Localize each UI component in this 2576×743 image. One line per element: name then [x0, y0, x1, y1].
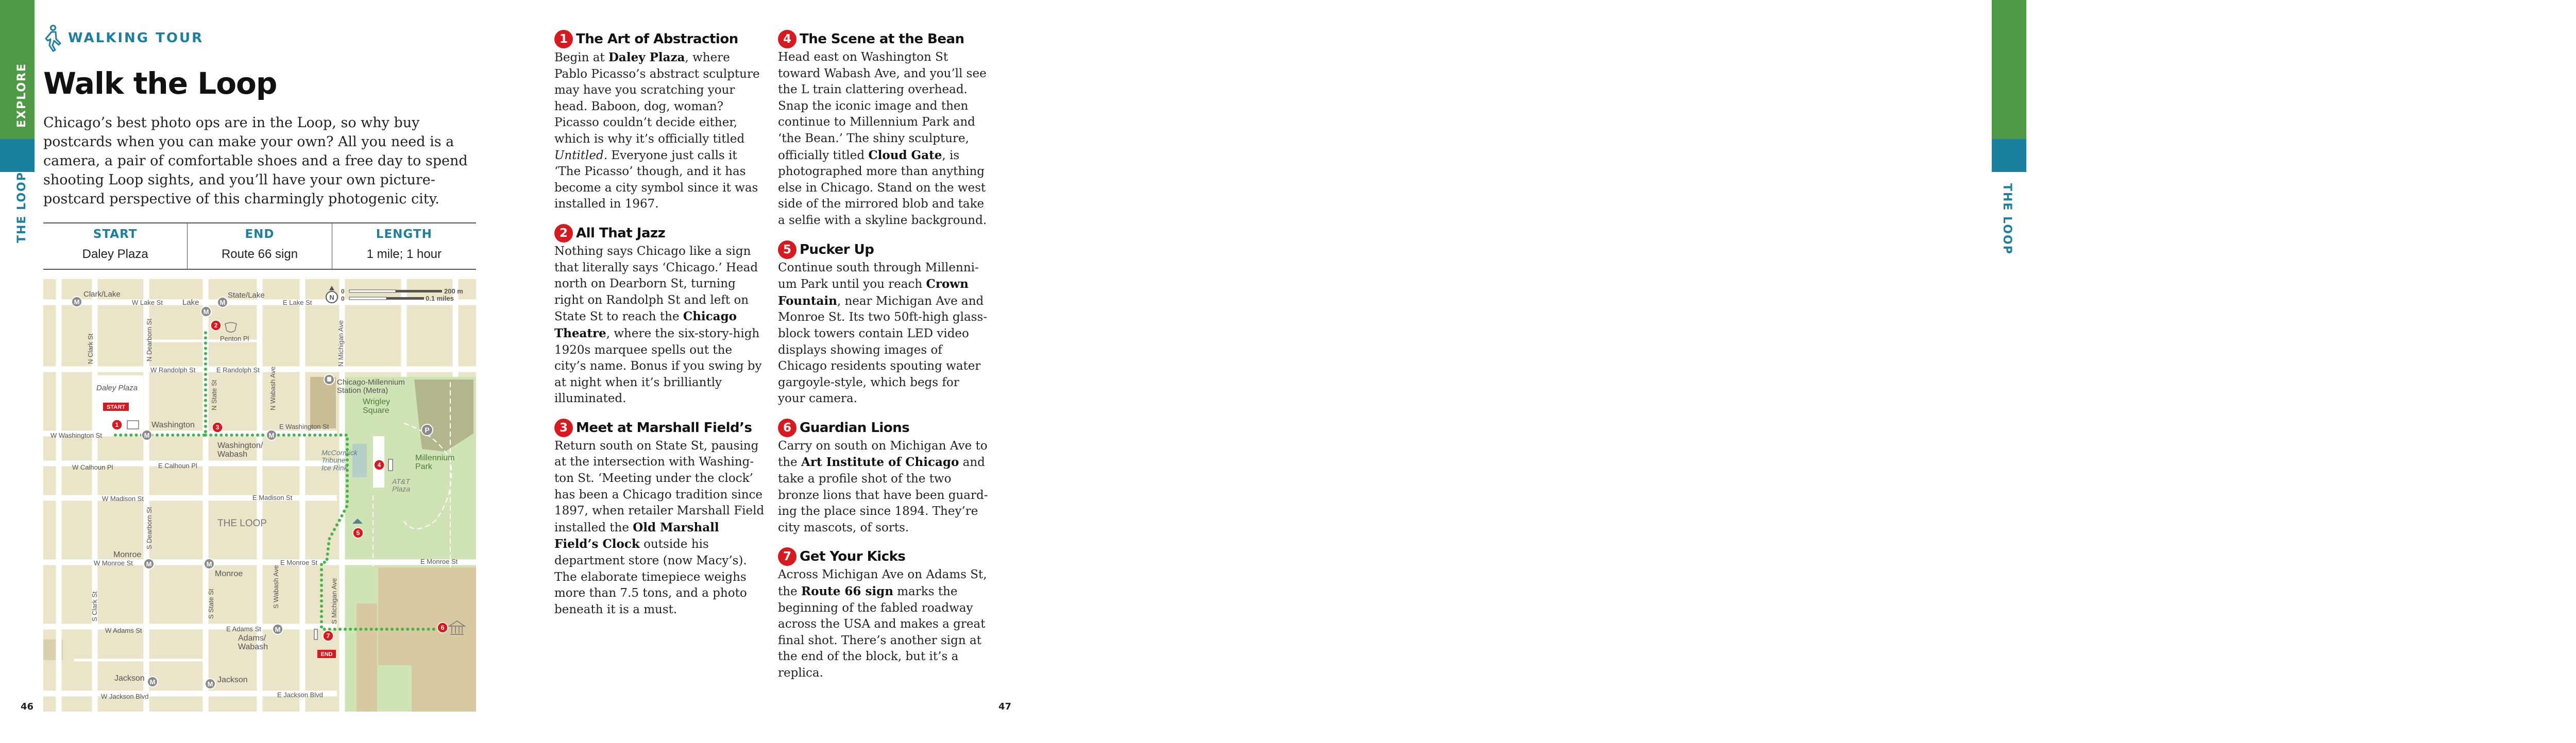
label-w-randolph-st: W Randolph St [150, 366, 196, 374]
stop-description: Nothing says Chicago like a sign that literally says ‘Chicago.’ Head north on Dearborn St, turning right on Randolph St and left on State St to reach the Chicago Theatre, where the six-story-high 1920s marquee spells out the city’s name. Bonus if you swing by at night when it’s brilliantly illuminated. [554, 244, 762, 406]
page-number-left: 46 [21, 701, 34, 712]
label-w-adams-st: W Adams St [105, 627, 142, 634]
stop-1 [554, 30, 766, 213]
metro-symbol: M [149, 678, 156, 686]
label-e-madison-st: E Madison St [252, 494, 293, 502]
scale-metric: 200 m [444, 287, 463, 295]
stop-marker-number: 3 [215, 424, 219, 431]
tour-facts-table [43, 222, 476, 270]
fact-length [332, 223, 476, 269]
label-e-adams-st: E Adams St [226, 625, 261, 633]
metro-station-icon [201, 306, 211, 317]
route-66-sign-icon [314, 629, 317, 640]
walking-tour-label: WALKING TOUR [68, 30, 204, 46]
stop-heading [778, 547, 989, 566]
metro-station-icon [217, 297, 228, 307]
map-svg [43, 279, 476, 712]
label-e-jackson-blvd: E Jackson Blvd [277, 691, 323, 699]
fact-value: 1 mile; 1 hour [366, 247, 442, 261]
label-wrigley-square: Wrigley Square [363, 398, 391, 415]
fact-value: Route 66 sign [221, 247, 298, 261]
right-chapter-label: THE LOOP [2001, 183, 2013, 255]
stop-number-badge: 3 [554, 419, 573, 437]
right-explore-tab [1992, 0, 2026, 139]
label-n-wabash-ave: N Wabash Ave [269, 366, 277, 410]
stop-marker-2 [211, 320, 221, 331]
stop-3 [554, 419, 766, 618]
label-w-madison-st: W Madison St [102, 495, 144, 503]
stop-marker-6 [437, 623, 448, 633]
label-the-loop: THE LOOP [217, 518, 267, 529]
label-w-jackson-blvd: W Jackson Blvd [101, 693, 149, 700]
parking-icon [421, 424, 433, 436]
fact-end [187, 223, 331, 269]
train-station-icon [324, 374, 334, 385]
label-washington: Washington [151, 421, 195, 429]
stop-marker-1 [112, 420, 122, 430]
stop-title: Pucker Up [800, 241, 874, 257]
stop-number-badge: 1 [554, 30, 573, 48]
scale-zero-bottom: 0 [341, 295, 345, 302]
label-att-plaza: AT&T Plaza [392, 477, 411, 493]
label-monroe-e: Monroe [215, 569, 243, 578]
right-blue-tab [1992, 139, 2026, 172]
label-e-lake-st: E Lake St [283, 299, 312, 306]
end-label: END [320, 651, 333, 658]
label-washington-wabash: Washington/ Wabash [217, 441, 263, 459]
stop-description: Return south on State St, pausing at the intersection with Washing-ton St. ‘Meeting under the clock’ has been a Chicago tradition since 1897, when retailer Marshall Field installed the Old Marshall Field’s Clock outside his department store (now Macy’s). The elaborate timepiece weighs more than 7.5 tons, and a photo beneath it is a must. [554, 439, 765, 616]
metro-symbol: M [207, 680, 213, 688]
label-e-washington-st: E Washington St [279, 423, 329, 430]
stop-title: The Art of Abstraction [576, 31, 738, 47]
metro-station-icon [147, 677, 158, 687]
stop-marker-number: 5 [356, 529, 360, 537]
metro-station-icon [204, 559, 214, 569]
label-penton-pl: Penton Pl [220, 335, 249, 342]
start-marker [103, 403, 129, 411]
label-e-calhoun-pl: E Calhoun Pl [158, 462, 197, 470]
left-chapter-label: THE LOOP [15, 171, 28, 243]
stop-marker-number: 2 [214, 322, 218, 329]
stop-title: Meet at Marshall Field’s [576, 420, 752, 436]
stop-5 [778, 240, 989, 407]
left-explore-tab [0, 0, 35, 139]
label-millennium-park: Millennium Park [415, 454, 455, 471]
theatre-icon [225, 323, 236, 333]
metro-symbol: M [275, 626, 281, 633]
metro-station-icon [205, 679, 215, 689]
stop-number-badge: 4 [778, 30, 796, 48]
stop-number-badge: 6 [778, 419, 796, 437]
metro-station-icon [142, 430, 152, 440]
intro-paragraph: Chicago’s best photo ops are in the Loop, so why buy postcards when you can make your own? All you need is a camera, a pair of comfortable shoes and a free day to spend shooting Loop sights, and you’ll have your own picture-postcard perspective of this charmingly photogenic city. [43, 115, 468, 207]
label-jackson-w: Jackson [114, 674, 145, 683]
page-title: Walk the Loop [43, 66, 277, 101]
stop-heading [554, 30, 766, 48]
label-e-randolph-st: E Randolph St [216, 366, 260, 374]
stop-title: Get Your Kicks [800, 549, 906, 565]
start-label: START [107, 404, 125, 410]
metro-station-icon [273, 624, 283, 634]
label-adams-wabash: Adams/ Wabash [238, 634, 268, 651]
stop-description: Head east on Washington St toward Wabash Ave, and you’ll see the L train clattering overhead. Snap the iconic image and then continue to Millennium Park and ‘the Bean.’ The shiny sculpture, officially titled Cloud Gate, is photographed more than anything else in Chicago. Stand on the west side of the mirrored blob and take a selfie with a skyline background. [778, 50, 987, 227]
stop-description: Begin at Daley Plaza, where Pablo Picasso’s abstract sculpture may have you scratching your head. Baboon, dog, woman? Picasso couldn’t decide either, which is why it’s officially titled Untitled. Everyone just calls it ‘The Picasso’ though, and it has become a city symbol since it was installed in 1967. [554, 50, 760, 211]
left-explore-label: EXPLORE [15, 62, 28, 128]
stop-heading [778, 30, 989, 48]
stop-2 [554, 224, 766, 407]
stop-marker-4 [374, 460, 384, 470]
label-n-clark-st: N Clark St [87, 333, 94, 364]
stop-marker-number: 1 [115, 421, 119, 428]
label-daley-plaza: Daley Plaza [96, 384, 138, 392]
metro-station-icon [144, 559, 154, 569]
label-s-state-st: S State St [207, 589, 215, 619]
stop-number-badge: 7 [778, 547, 796, 566]
label-w-lake-st: W Lake St [132, 299, 163, 306]
stop-marker-7 [323, 631, 333, 641]
scale-imperial: 0.1 miles [426, 295, 454, 302]
stop-description: Carry on south on Michigan Ave to the Art Institute of Chicago and take a profile shot of the two bronze lions that have been guard-ing the place since 1894. They’re city mascots, of sorts. [778, 439, 988, 534]
compass-letter: N [329, 293, 334, 301]
metra-station-block [310, 377, 336, 428]
label-monroe-w: Monroe [113, 550, 142, 559]
metro-station-icon [72, 297, 82, 307]
stop-heading [554, 224, 766, 243]
fact-value: Daley Plaza [82, 247, 148, 261]
stop-description: Across Michigan Ave on Adams St, the Route 66 sign marks the beginning of the fabled roadway across the USA and makes a great final shot. There’s another sign at the end of the block, but it’s a replica. [778, 568, 987, 680]
label-w-washington-st: W Washington St [50, 431, 102, 439]
metro-symbol: M [268, 431, 275, 439]
left-blue-tab [0, 139, 35, 172]
stop-heading [778, 419, 989, 437]
label-s-dearborn-st: S Dearborn St [145, 507, 153, 549]
label-w-calhoun-pl: W Calhoun Pl [72, 463, 113, 471]
cloud-gate-icon [388, 459, 393, 471]
metro-station-icon [266, 430, 277, 440]
metro-symbol: M [74, 298, 80, 306]
art-institute-building [412, 567, 476, 712]
fact-start [43, 223, 187, 269]
label-n-dearborn-st: N Dearborn St [145, 318, 153, 361]
fact-label: LENGTH [376, 228, 432, 241]
stop-description: Continue south through Millenni-um Park until you reach Crown Fountain, near Michigan Ave and Monroe St. Its two 50ft-high glass-block towers contain LED video displays showing images of Chicago residents spouting water gargoyle-style, which begs for your camera. [778, 261, 988, 406]
label-ice-rink: McCormick Tribune Ice Rink [321, 448, 358, 472]
metro-symbol: M [146, 560, 152, 568]
label-e-monroe-st-2: E Monroe St [420, 558, 458, 565]
stops-column-left [554, 30, 766, 629]
stop-number-badge: 2 [554, 224, 573, 243]
stop-marker-number: 6 [440, 624, 445, 631]
label-s-wabash-ave: S Wabash Ave [272, 565, 280, 609]
stop-7 [778, 547, 989, 681]
walking-tour-header [43, 25, 204, 51]
label-s-clark-st: S Clark St [91, 591, 98, 621]
label-jackson-e: Jackson [217, 676, 248, 684]
metro-symbol: M [144, 431, 150, 439]
end-marker [317, 650, 336, 658]
art-institute-west [357, 603, 377, 712]
walking-person-icon [43, 25, 62, 51]
stop-heading [554, 419, 766, 437]
fact-label: START [93, 228, 138, 241]
label-clark-lake: Clark/Lake [83, 290, 121, 299]
stops-column-right [778, 30, 989, 693]
stop-title: The Scene at the Bean [800, 31, 964, 47]
compass-icon [326, 286, 337, 303]
stop-heading [778, 240, 989, 259]
stop-title: Guardian Lions [800, 420, 910, 436]
label-state-lake: State/Lake [228, 291, 265, 300]
metro-symbol: M [219, 299, 226, 306]
stop-marker-number: 7 [326, 632, 330, 640]
stop-marker-3 [212, 422, 223, 433]
metro-symbol: M [203, 308, 209, 316]
label-n-state-st: N State St [210, 379, 218, 410]
art-institute-wing [378, 567, 414, 665]
parking-symbol: P [425, 426, 430, 434]
label-lake: Lake [182, 298, 199, 307]
fact-label: END [245, 228, 275, 241]
page-number-right: 47 [998, 701, 1012, 712]
label-n-michigan-ave: N Michigan Ave [337, 320, 345, 367]
scale-zero-top: 0 [341, 288, 345, 295]
stop-number-badge: 5 [778, 240, 796, 259]
stop-marker-number: 4 [377, 461, 381, 469]
stop-6 [778, 419, 989, 537]
walking-tour-map [43, 279, 476, 712]
label-w-monroe-st: W Monroe St [94, 559, 133, 567]
label-metra-station: Chicago-Millennium Station (Metra) [337, 378, 405, 395]
metro-symbol: M [206, 560, 212, 568]
label-e-monroe-st-1: E Monroe St [280, 559, 318, 566]
stop-title: All That Jazz [576, 225, 666, 241]
stop-4 [778, 30, 989, 229]
label-s-michigan-ave: S Michigan Ave [330, 578, 338, 624]
stop-marker-5 [353, 528, 363, 538]
